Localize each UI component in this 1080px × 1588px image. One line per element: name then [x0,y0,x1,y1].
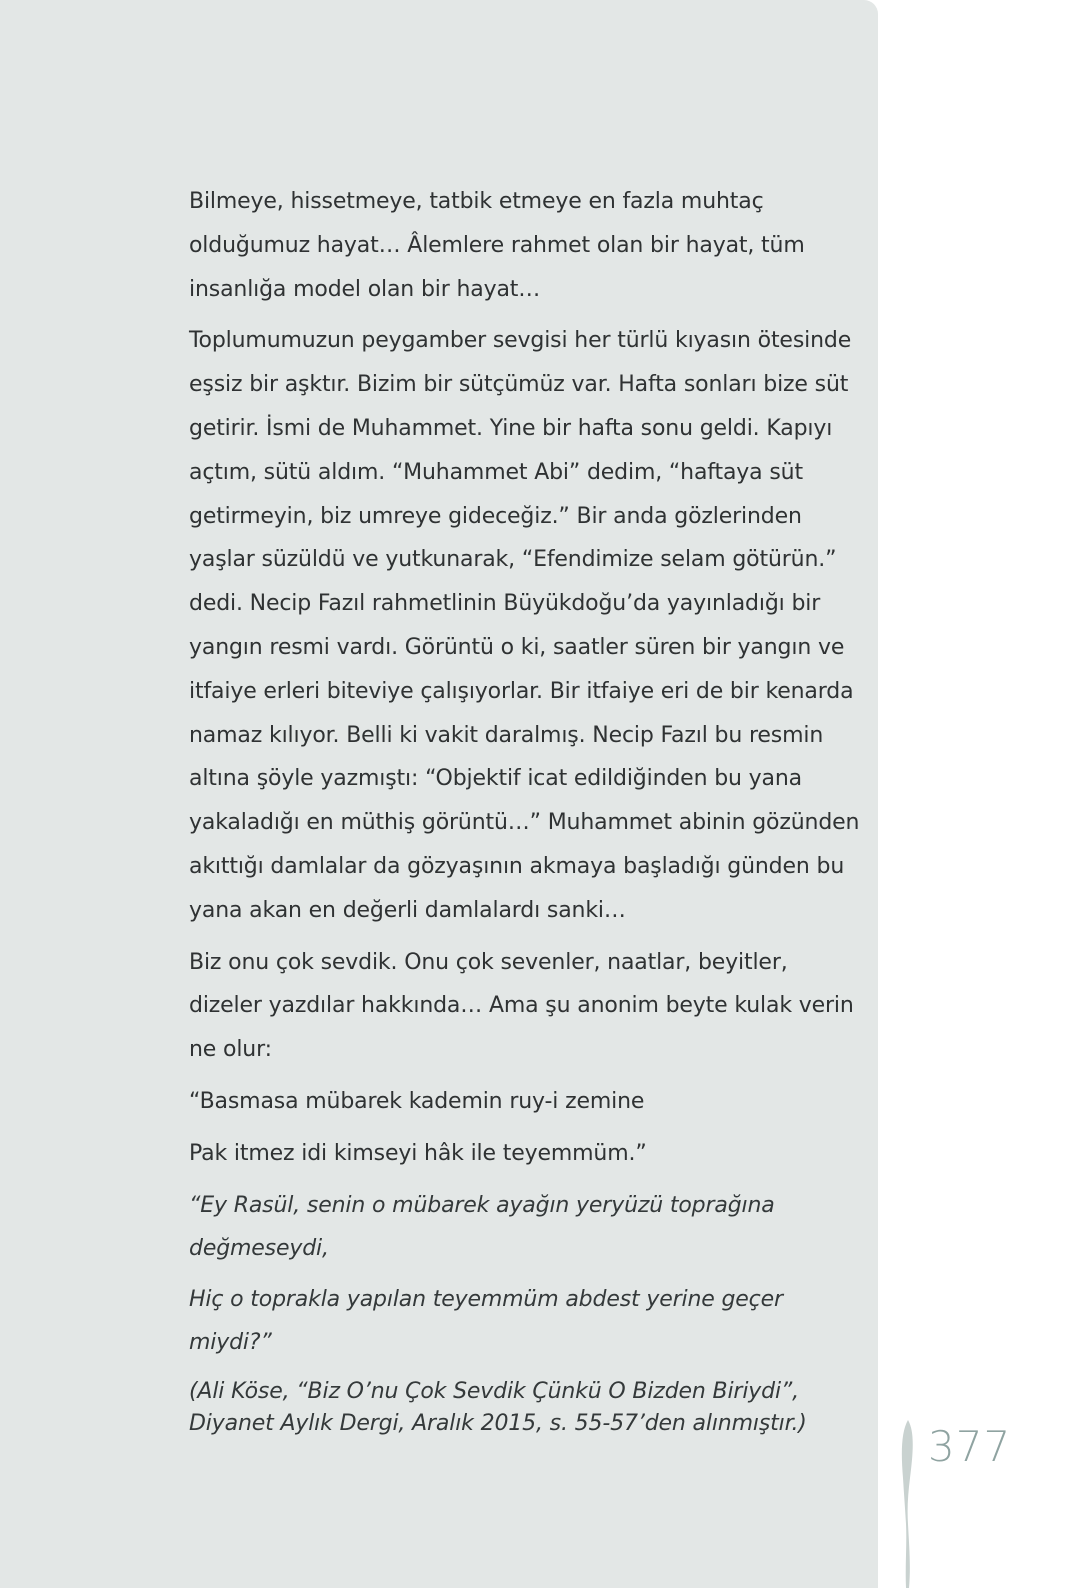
paragraph-anonymous-couplet-intro: Biz onu çok sevdik. Onu çok sevenler, naatlar, beyitler, dizeler yazdılar hakkında… Ama şu anonim beyte kulak verin ne olur: [189,949,854,1063]
paragraph-intro: Bilmeye, hissetmeye, tatbik etmeye en fazla muhtaç olduğumuz hayat… Âlemlere rahmet olan bir hayat, tüm insanlığa model olan bir hayat… [189,189,805,302]
translation-line-1: “Ey Rasül, senin o mübarek ayağın yeryüzü toprağına değmeseydi, [189,1192,775,1261]
page-number: 377 [928,1422,1012,1471]
translation-line-2: Hiç o toprakla yapılan teyemmüm abdest yerine geçer miydi?” [189,1286,783,1355]
leaf-marker-icon [898,1420,918,1588]
source-citation: (Ali Köse, “Biz O’nu Çok Sevdik Çünkü O Bizden Biriydi”, Diyanet Aylık Dergi, Aralık 2015, s. 55-57’den alınmıştır.) [189,1378,807,1436]
article-body [189,180,861,1448]
couplet-line-1: “Basmasa mübarek kademin ruy-i zemine [189,1088,645,1114]
couplet-line-2: Pak itmez idi kimseyi hâk ile teyemmüm.” [189,1140,647,1166]
paragraph-story: Toplumumuzun peygamber sevgisi her türlü kıyasın ötesinde eşsiz bir aşktır. Bizim bir sütçümüz var. Hafta sonları bize süt getirir. İsmi de Muhammet. Yine bir hafta sonu geldi. Kapıyı açtım, sütü aldım. “Muhammet Abi” dedim, “haftaya süt getirmeyin, biz umreye gideceğiz.” Bir anda gözlerinden yaşlar süzüldü ve yutkunarak, “Efendimize selam götürün.” dedi. Necip Fazıl rahmetlinin Büyükdoğu’da yayınladığı bir yangın resmi vardı. Görüntü o ki, saatler süren bir yangın ve itfaiye erleri biteviye çalışıyorlar. Bir itfaiye eri de bir kenarda namaz kılıyor. Belli ki vakit daralmış. Necip Fazıl bu resmin altına şöyle yazmıştı: “Objektif icat edildiğinden bu yana yakaladığı en müthiş görüntü…” Muhammet abinin gözünden akıttığı damlalar da gözyaşının akmaya başladığı günden bu yana akan en değerli damlalardı sanki… [189,328,860,923]
